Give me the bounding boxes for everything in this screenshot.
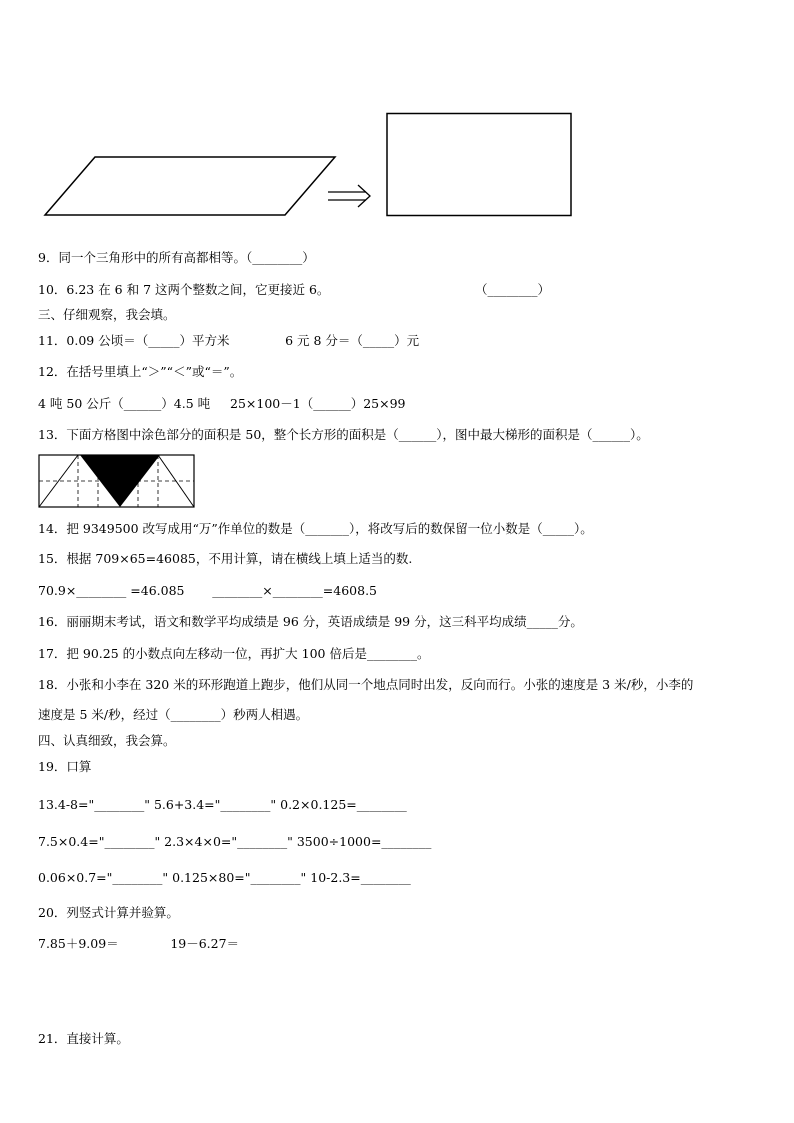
question-13: 13．下面方格图中涂色部分的面积是 50，整个长方形的面积是（______），图中最大梯形的面积是（______）。 — [38, 427, 649, 442]
question-12-items: 4 吨 50 公斤（______）4.5 吨 25×100－1（______）25×99 — [38, 396, 406, 411]
question-19-row-2: 7.5×0.4="________" 2.3×4×0="________" 3500÷1000=________ — [38, 834, 432, 849]
question-19-row-1: 13.4-8="________" 5.6+3.4="________" 0.2×0.125=________ — [38, 797, 407, 812]
question-11: 11．0.09 公顷＝（_____）平方米 6 元 8 分＝（_____）元 — [38, 333, 420, 348]
question-12: 12．在括号里填上“＞”“＜”或“＝”。 — [38, 364, 243, 379]
question-21: 21．直接计算。 — [38, 1031, 129, 1046]
question-19-row-3: 0.06×0.7="________" 0.125×80="________" 10-2.3=________ — [38, 870, 411, 885]
section-3-heading: 三、仔细观察，我会填。 — [38, 307, 176, 322]
section-4-heading: 四、认真细致，我会算。 — [38, 733, 176, 748]
question-20-items: 7.85＋9.09＝ 19－6.27＝ — [38, 936, 240, 951]
grid-figure — [38, 454, 196, 508]
double-arrow-icon — [326, 183, 374, 209]
parallelogram-figure — [40, 150, 340, 222]
question-19: 19．口算 — [38, 759, 92, 774]
question-9: 9．同一个三角形中的所有高都相等。（________） — [38, 250, 315, 265]
question-15-items: 70.9×________ =46.085 ________×________=4608.5 — [38, 583, 377, 598]
question-17: 17．把 90.25 的小数点向左移动一位，再扩大 100 倍后是________。 — [38, 646, 430, 661]
rectangle-figure — [385, 112, 573, 218]
question-14: 14．把 9349500 改写成用“万”作单位的数是（_______），将改写后的数保留一位小数是（_____）。 — [38, 521, 593, 536]
question-10-blank: （________） — [475, 282, 551, 297]
question-18-line-1: 18．小张和小李在 320 米的环形跑道上跑步，他们从同一个地点同时出发，反向而行。小张的速度是 3 米/秒，小李的 — [38, 677, 694, 692]
question-15: 15．根据 709×65=46085，不用计算，请在横线上填上适当的数. — [38, 551, 413, 566]
question-18-line-2: 速度是 5 米/秒，经过（________）秒两人相遇。 — [38, 707, 309, 722]
question-10: 10．6.23 在 6 和 7 这两个整数之间，它更接近 6。 — [38, 282, 330, 297]
question-16: 16．丽丽期末考试，语文和数学平均成绩是 96 分，英语成绩是 99 分，这三科平均成绩_____分。 — [38, 614, 583, 629]
question-20: 20．列竖式计算并验算。 — [38, 905, 179, 920]
